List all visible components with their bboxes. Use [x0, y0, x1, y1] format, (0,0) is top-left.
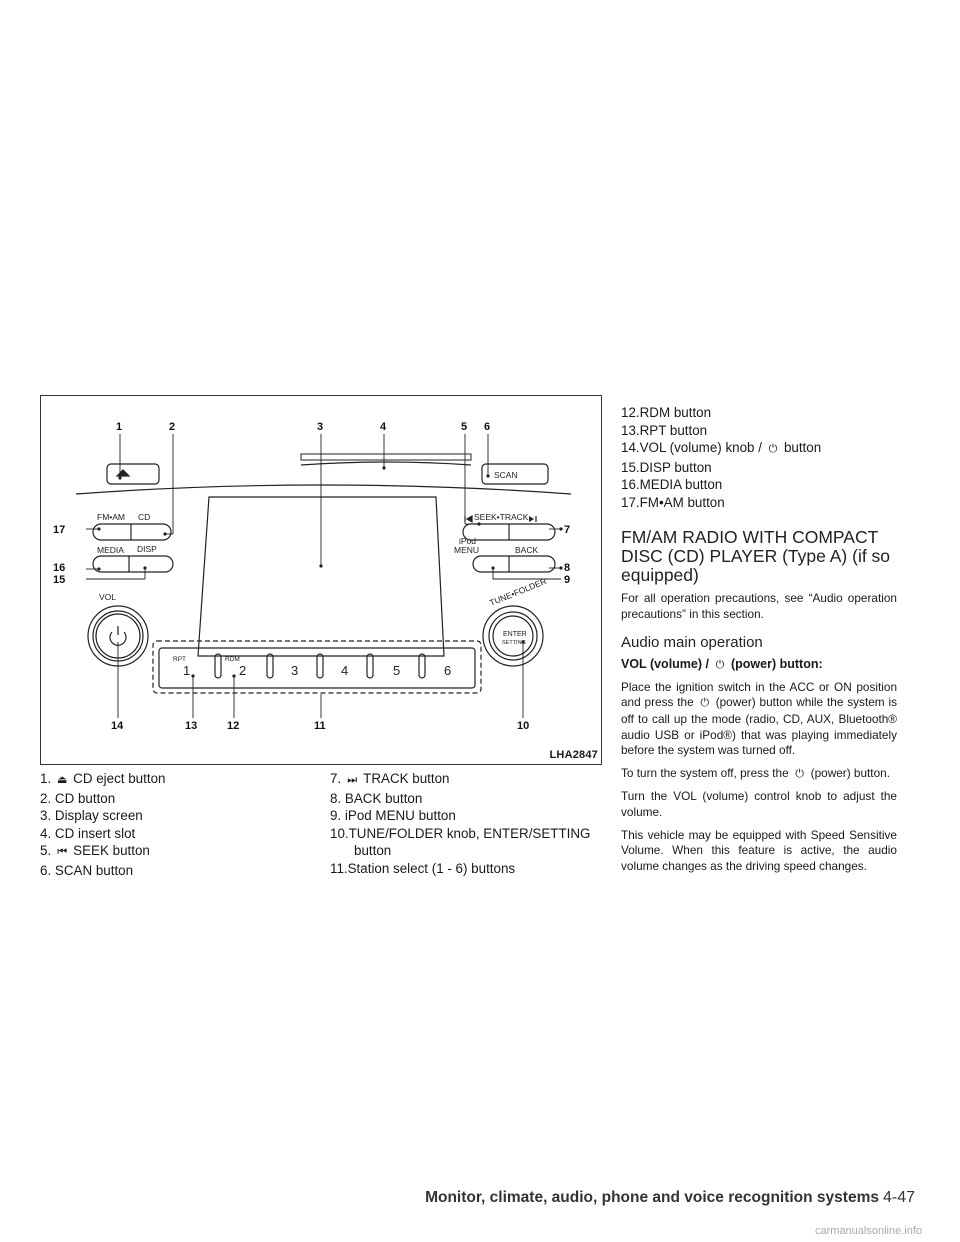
callout-8: 8 — [564, 562, 571, 574]
right-legend-list — [621, 404, 897, 511]
list-item — [621, 439, 897, 459]
list-item — [621, 404, 897, 422]
footer-title: Monitor, climate, audio, phone and voice recognition systems — [425, 1189, 879, 1206]
paragraph-volume: Turn the VOL (volume) control knob to adjust the volume. — [621, 789, 897, 819]
list-item — [621, 476, 897, 494]
preset-6-label: 6 — [444, 663, 452, 678]
seek-forward-icon: ⏭ — [347, 774, 358, 786]
label-rdm: RDM — [225, 656, 240, 663]
seek-back-icon: ⏮ — [57, 846, 68, 858]
item-number: 5. — [40, 843, 52, 858]
list-item — [40, 842, 300, 862]
list-item — [40, 825, 300, 843]
label-enter: ENTER — [503, 631, 527, 638]
item-number: 14. — [621, 440, 640, 455]
label-setting: SETTING — [502, 640, 526, 646]
vol-power-label — [621, 657, 897, 674]
item-label: SEEK button — [73, 843, 150, 858]
item-label: FM•AM button — [639, 494, 725, 510]
list-item — [330, 825, 610, 860]
item-label: VOL (volume) knob / — [639, 440, 762, 455]
item-number: 10. — [330, 825, 349, 841]
label-media: MEDIA — [97, 545, 124, 555]
item-number: 9. — [330, 808, 342, 823]
callout-16: 16 — [53, 562, 66, 574]
label-seek-track: SEEK•TRACK — [474, 512, 529, 522]
callout-6: 6 — [484, 421, 491, 433]
power-icon: ⏻ — [700, 697, 710, 710]
label-vol: VOL — [99, 592, 117, 602]
paragraph-text: (power) button while the system is off to call up the mode (radio, CD, AUX, Bluetooth® audio USB or iPod®) that was playing immediately before the system was turned off. — [621, 695, 898, 758]
paragraph-text: (power) button. — [810, 765, 890, 780]
eject-button-shape — [107, 464, 159, 484]
list-item — [330, 790, 610, 808]
item-label: iPod MENU button — [344, 808, 456, 823]
item-number: 6. — [40, 862, 52, 878]
item-label: MEDIA button — [639, 477, 723, 492]
subheading: Audio main operation — [621, 634, 763, 652]
preset-1-label: 1 — [183, 663, 191, 678]
item-number: 16. — [621, 477, 640, 492]
intro-paragraph: For all operation precautions, see “Audio operation precautions” in this section. — [621, 591, 897, 621]
seek-back-icon-diagram — [465, 516, 472, 522]
item-label: RDM button — [639, 405, 712, 420]
list-item — [330, 860, 610, 878]
item-number: 15. — [621, 459, 640, 475]
label-back: BACK — [515, 545, 539, 555]
item-label: CD insert slot — [54, 825, 136, 841]
label-fm-am: FM•AM — [97, 512, 125, 522]
item-label: SCAN button — [54, 862, 134, 878]
callout-11: 11 — [314, 720, 326, 732]
label-menu: MENU — [454, 545, 480, 555]
power-icon: ⏻ — [768, 443, 778, 455]
item-label-after: button — [783, 440, 822, 455]
vol-label-text: VOL (volume) / — [621, 657, 709, 672]
right-column — [621, 404, 897, 881]
item-number: 12. — [621, 405, 640, 420]
power-label-text: (power) button: — [730, 657, 823, 672]
callout-10: 10 — [517, 720, 530, 732]
item-label: Station select (1 - 6) buttons — [347, 860, 516, 876]
item-number: 8. — [330, 790, 342, 806]
list-item — [40, 790, 300, 808]
label-disp: DISP — [137, 544, 157, 554]
callout-4: 4 — [380, 421, 387, 433]
label-rpt: RPT — [173, 656, 186, 663]
item-number: 3. — [40, 808, 52, 823]
callout-5: 5 — [461, 421, 468, 433]
paragraph-power-off — [621, 766, 897, 783]
list-item — [40, 862, 300, 880]
item-label: CD button — [54, 790, 116, 806]
callout-17: 17 — [53, 524, 66, 536]
item-number: 4. — [40, 825, 52, 841]
list-item — [621, 494, 897, 512]
item-label: CD eject button — [73, 771, 166, 786]
callout-3: 3 — [317, 421, 324, 433]
preset-5-label: 5 — [393, 663, 401, 678]
preset-3-label: 3 — [291, 663, 299, 678]
audio-panel-figure — [40, 395, 602, 765]
audio-panel-diagram — [41, 396, 603, 766]
eject-icon: ⏏ — [56, 774, 68, 786]
item-label-continued: button — [354, 843, 392, 858]
item-label: RPT button — [639, 422, 708, 438]
list-item — [40, 807, 300, 825]
paragraph-text: To turn the system off, press the — [621, 765, 789, 780]
power-icon: ⏻ — [795, 767, 804, 780]
page-number: 4-47 — [882, 1189, 915, 1206]
paragraph-power-on — [621, 680, 897, 759]
callout-14: 14 — [111, 720, 124, 732]
figure-code: LHA2847 — [549, 749, 598, 761]
label-scan: SCAN — [494, 470, 518, 480]
item-label: TRACK button — [363, 771, 450, 786]
seek-forward-icon-diagram — [529, 516, 534, 522]
preset-2-label: 2 — [239, 663, 247, 678]
section-heading: FM/AM RADIO WITH COMPACT DISC (CD) PLAYER (Type A) (if so equipped) — [621, 527, 891, 585]
callout-7: 7 — [564, 524, 571, 536]
preset-4-label: 4 — [341, 663, 349, 678]
power-icon: ⏻ — [715, 659, 725, 672]
list-item — [621, 459, 897, 477]
callout-15: 15 — [53, 574, 66, 586]
list-item — [330, 770, 610, 790]
label-cd: CD — [138, 512, 151, 522]
page-footer — [395, 1189, 915, 1207]
item-number: 7. — [330, 771, 342, 786]
item-number: 17. — [621, 494, 640, 510]
label-ipod: iPod — [459, 536, 477, 546]
list-item — [621, 422, 897, 440]
watermark: carmanualsonline.info — [815, 1225, 923, 1237]
callout-13: 13 — [185, 720, 198, 732]
label-tune-folder: TUNE•FOLDER — [488, 575, 548, 608]
paragraph-text: Place the ignition switch in the ACC or ON position and press the — [621, 679, 897, 710]
eject-icon — [117, 470, 129, 476]
item-number: 13. — [621, 422, 640, 438]
list-item — [330, 807, 610, 825]
item-label: DISP button — [639, 459, 712, 475]
callout-12: 12 — [227, 720, 240, 732]
middle-legend-list — [330, 770, 610, 877]
callout-2: 2 — [169, 421, 176, 433]
item-label: BACK button — [344, 790, 423, 806]
paragraph-speed-sensitive: This vehicle may be equipped with Speed Sensitive Volume. When this feature is active, the audio volume changes as the driving speed changes. — [621, 827, 897, 873]
callout-1: 1 — [116, 421, 123, 433]
item-label: TUNE/FOLDER knob, ENTER/SETTING — [348, 825, 591, 841]
item-label: Display screen — [54, 808, 143, 823]
item-number: 1. — [40, 771, 52, 786]
item-number: 11. — [330, 860, 348, 876]
left-legend-list — [40, 770, 300, 879]
item-number: 2. — [40, 790, 52, 806]
callout-9: 9 — [564, 574, 571, 586]
list-item — [40, 770, 300, 790]
